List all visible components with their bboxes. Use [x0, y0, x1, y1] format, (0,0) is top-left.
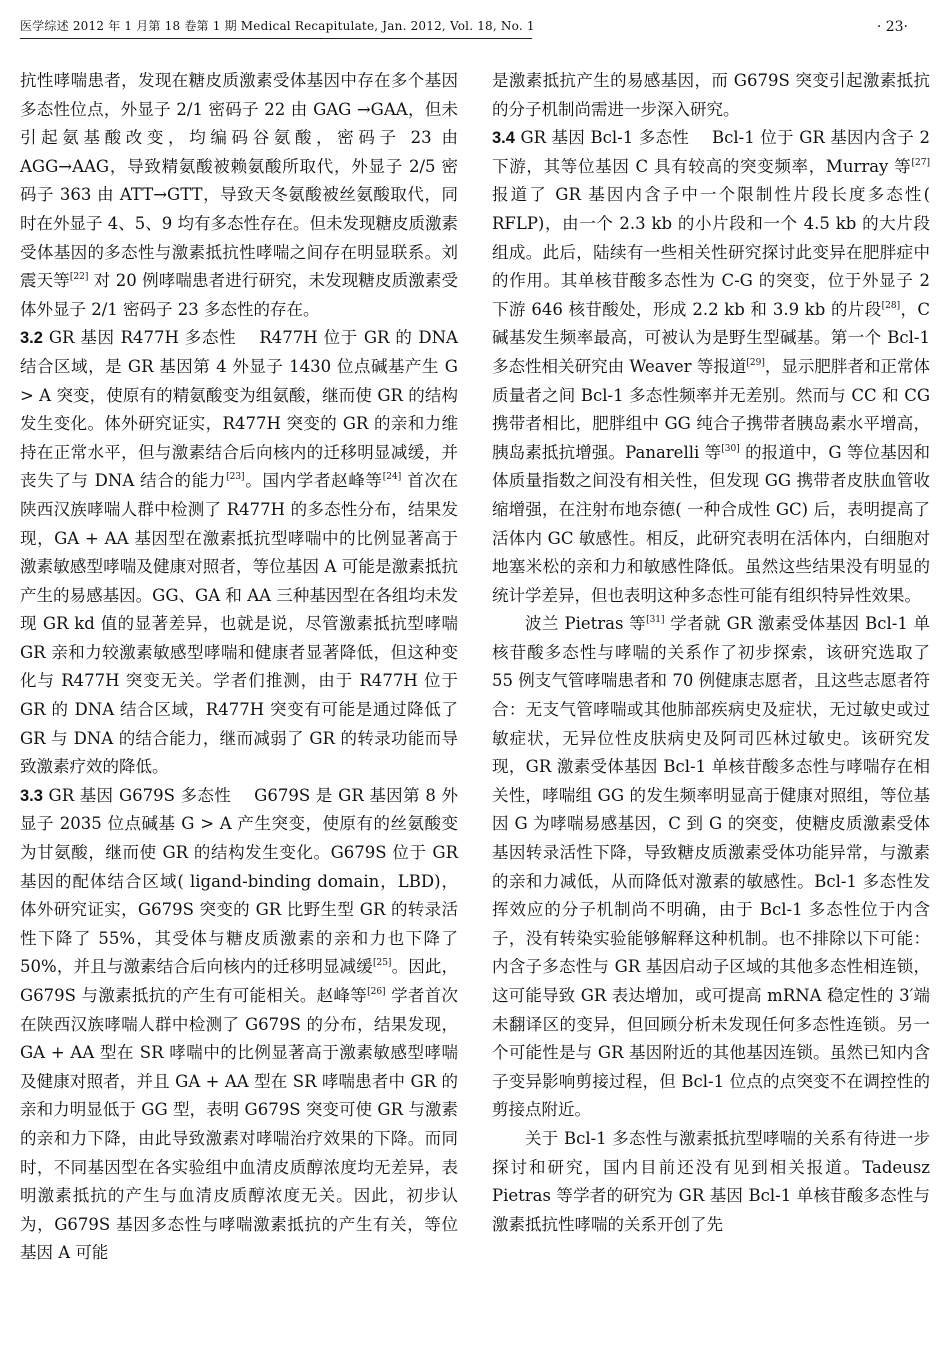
- left-column: [20, 67, 458, 1268]
- section-title: GR 基因 Bcl-1 多态性: [520, 128, 689, 148]
- citation: [26]: [367, 987, 386, 997]
- section-3-2: 3.2 GR 基因 R477H 多态性 R477H 位于 GR 的 DNA 结合区域，是 GR 基因第 4 外显子 1430 位点碱基产生 G > A 突变，使原有的精氨酸变为组氨酸，继而使 GR 的结构发生变化。体外研究证实，R477H 突变的 GR 的亲和力维持在正常水平，但与激素结合后向核内的迁移明显减缓，并丧失了与 DNA 结合的能力[23]。国内学者赵峰等[24] 首次在陕西汉族哮喘人群中检测了 R477H 的多态性分布，结果发现，GA + AA 基因型在激素抵抗型哮喘中的比例显著高于激素敏感型哮喘及健康对照者，等位基因 A 可能是激素抵抗产生的易感基因。GG、GA 和 AA 三种基因型在各组均未发现 GR kd 值的显著差异，也就是说，尽管激素抵抗型哮喘 GR 亲和力较激素敏感型哮喘和健康者显著降低，但这种变化与 R477H 突变无关。学者们推测，由于 R477H 位于 GR 的 DNA 结合区域，R477H 突变有可能是通过降低了 GR 与 DNA 的结合能力，继而减弱了 GR 的转录功能而导致激素疗效的降低。: [20, 328, 459, 777]
- right-column: [492, 67, 930, 1239]
- section-3-3: 3.3 GR 基因 G679S 多态性 G679S 是 GR 基因第 8 外显子 2035 位点碱基 G > A 产生突变，使原有的丝氨酸变为甘氨酸，继而使 GR 的结构发生变化。G679S 位于 GR 基因的配体结合区域( ligand-binding domain，LBD)，体外研究证实，G679S 突变的 GR 比野生型 GR 的转录活性下降了 55%，其受体与糖皮质激素的亲和力也下降了 50%，并且与激素结合后向核内的迁移明显减缓[25]。因此，G679S 与激素抵抗的产生有可能相关。赵峰等[26] 学者首次在陕西汉族哮喘人群中检测了 G679S 的分布，结果发现，GA + AA 型在 SR 哮喘中的比例显著高于激素敏感型哮喘及健康对照者，并且 GA + AA 型在 SR 哮喘患者中 GR 的亲和力明显低于 GG 型，表明 G679S 突变可使 GR 与激素的亲和力下降，由此导致激素对哮喘治疗效果的下降。而同时，不同基因型在各实验组中血清皮质醇浓度均无差异，表明激素抵抗的产生与血清皮质醇浓度无关。因此，初步认为，G679S 基因多态性与哮喘激素抵抗的产生有关，等位基因 A 可能: [20, 785, 458, 1263]
- paragraph-conclusion: 关于 Bcl-1 多态性与激素抵抗型哮喘的关系有待进一步探讨和研究，国内目前还没有见到相关报道。Tadeusz Pietras 等学者的研究为 GR 基因 Bcl-1 单核苷酸多态性与激素抵抗性哮喘的关系开创了先: [492, 1128, 930, 1234]
- running-header: 医学综述 2012 年 1 月第 18 卷第 1 期 Medical Recapitulate, Jan. 2012, Vol. 18, No. 1: [20, 18, 532, 39]
- citation: [28]: [881, 300, 901, 311]
- section-number: 3.2: [20, 329, 43, 348]
- paragraph-pietras: 波兰 Pietras 等[31] 学者就 GR 激素受体基因 Bcl-1 单核苷酸多态性与哮喘的关系作了初步探索，该研究选取了 55 例支气管哮喘患者和 70 例健康志愿者，且这些志愿者符合：无支气管哮喘或其他肺部疾病史及症状，无过敏史或过敏症状，无异位性皮肤病史及阿司匹林过敏史。该研究发现，GR 激素受体基因 Bcl-1 单核苷酸多态性与哮喘存在相关性，哮喘组 GG 的发生频率明显高于健康对照组，等位基因 G 为哮喘易感基因，C 到 G 的突变，使糖皮质激素受体基因转录活性下降，导致糖皮质激素受体功能异常，与激素的亲和力减低，从而降低对激素的敏感性。Bcl-1 多态性发挥效应的分子机制尚不明确，由于 Bcl-1 多态性位于内含子，没有转染实验能够解释这种机制。也不排除以下可能：内含子多态性与 GR 基因启动子区域的其他多态性相连锁，这可能导致 GR 表达增加，或可提高 mRNA 稳定性的 3′端未翻译区的变异，但回顾分析未发现任何多态性连锁。另一个可能性是与 GR 基因附近的其他基因连锁。虽然已知内含子变异影响剪接过程，但 Bcl-1 位点的点突变不在调控性的剪接点附近。: [492, 614, 930, 1120]
- citation: [24]: [382, 472, 402, 483]
- citation: [25]: [372, 958, 392, 969]
- section-number: 3.3: [20, 786, 43, 805]
- citation: [23]: [226, 472, 245, 483]
- section-title: GR 基因 G679S 多态性: [48, 785, 232, 805]
- section-number: 3.4: [492, 129, 515, 148]
- citation: [29]: [746, 357, 765, 368]
- citation: [31]: [646, 615, 665, 626]
- section-title: GR 基因 R477H 多态性: [48, 328, 237, 348]
- paragraph-continued: 是激素抵抗产生的易感基因，而 G679S 突变引起激素抵抗的分子机制尚需进一步深入研究。: [492, 71, 930, 119]
- section-3-4: 3.4 GR 基因 Bcl-1 多态性 Bcl-1 位于 GR 基因内含子 2 下游，其等位基因 C 具有较高的突变频率，Murray 等[27] 报道了 GR 基因内含子中一个限制性片段长度多态性( RFLP)，由一个 2.3 kb 的小片段和一个 4.5 kb 的大片段组成。此后，陆续有一些相关性研究探讨此变异在肥胖症中的作用。其单核苷酸多态性为 C-G 的突变，位于外显子 2 下游 646 核苷酸处，形成 2.2 kb 和 3.9 kb 的片段[28]，C 碱基发生频率最高，可被认为是野生型碱基。第一个 Bcl-1 多态性相关研究由 Weaver 等报道[29]，显示肥胖者和正常体质量者之间 Bcl-1 多态性频率并无差别。然而与 CC 和 CG 携带者相比，肥胖组中 GG 纯合子携带者胰岛素水平增高，胰岛素抵抗增强。Panarelli 等[30] 的报道中，G 等位基因和体质量指数之间没有相关性，但发现 GG 携带者皮肤血管收缩增强，在注射布地奈德( 一种合成性 GC) 后，表明提高了活体内 GC 敏感性。相反，此研究表明在活体内，白细胞对地塞米松的亲和力和敏感性降低。虽然这些结果没有明显的统计学差异，但也表明这种多态性可能有组织特异性效果。: [492, 128, 931, 605]
- citation: [30]: [721, 443, 740, 454]
- page-number: · 23·: [876, 19, 908, 35]
- paragraph-continued: 抗性哮喘患者，发现在糖皮质激素受体基因中存在多个基因多态性位点，外显子 2/1 密码子 22 由 GAG →GAA，但未引起氨基酸改变，均编码谷氨酸，密码子 23 由 AGG→AAG，导致精氨酸被赖氨酸所取代，外显子 2/5 密码子 363 由 ATT→GTT，导致天冬氨酸被丝氨酸取代，同时在外显子 4、5、9 均有多态性存在。但未发现糖皮质激素受体基因的多态性与激素抵抗性哮喘之间存在明显联系。刘震天等[22] 对 20 例哮喘患者进行研究，未发现糖皮质激素受体外显子 2/1 密码子 23 多态性的存在。: [20, 71, 459, 319]
- citation: [27]: [911, 157, 930, 168]
- citation: [22]: [69, 272, 89, 283]
